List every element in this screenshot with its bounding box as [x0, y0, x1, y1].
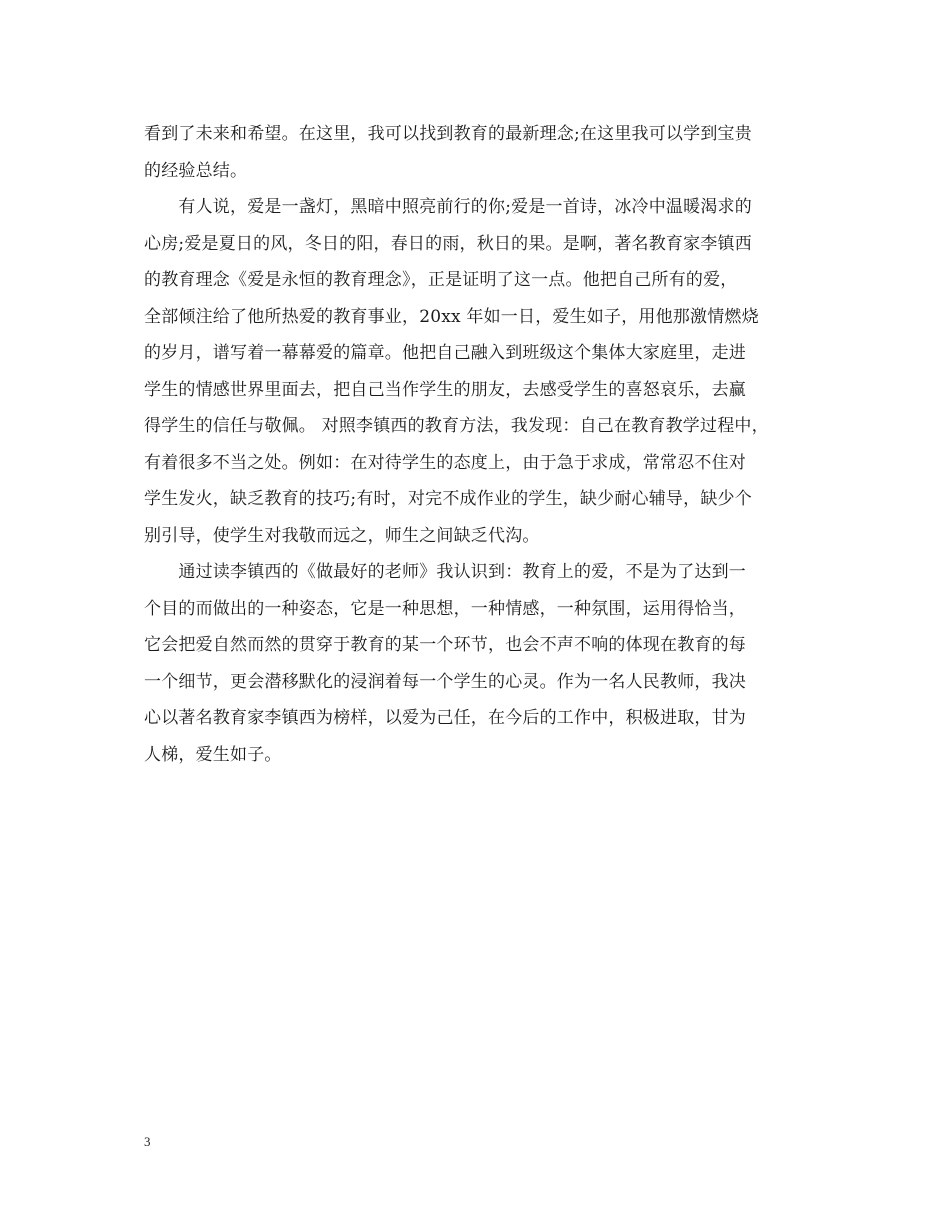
text-line: 有着很多不当之处。例如：在对待学生的态度上，由于急于求成，常常忍不住对	[144, 452, 746, 473]
text-line: 学生的情感世界里面去，把自己当作学生的朋友，去感受学生的喜怒哀乐，去赢	[144, 379, 746, 400]
text-line: 别引导，使学生对我敬而远之，师生之间缺乏代沟。	[144, 525, 540, 546]
text-line: 得学生的信任与敬佩。 对照李镇西的教育方法，我发现：自己在教育教学过程中，	[144, 416, 769, 436]
text-line: 一个细节，更会潜移默化的浸润着每一个学生的心灵。作为一名人民教师，我决	[144, 671, 746, 692]
text-line: 个目的而做出的一种姿态，它是一种思想，一种情感，一种氛围，运用得恰当，	[144, 598, 746, 619]
body-text	[144, 116, 824, 773]
text-line: 心以著名教育家李镇西为榜样，以爱为己任，在今后的工作中，积极进取，甘为	[144, 708, 746, 728]
text-line: 有人说，爱是一盏灯，黑暗中照亮前行的你;爱是一首诗，冰冷中温暖渴求的	[144, 197, 752, 217]
text-line: 通过读李镇西的《做最好的老师》我认识到：教育上的爱，不是为了达到一	[144, 562, 746, 582]
text-line: 学生发火，缺乏教育的技巧;有时，对完不成作业的学生，缺少耐心辅导，缺少个	[144, 489, 752, 509]
text-line: 的经验总结。	[144, 160, 248, 181]
text-line: 它会把爱自然而然的贯穿于教育的某一个环节，也会不声不响的体现在教育的每	[144, 635, 746, 655]
text-line: 心房;爱是夏日的风，冬日的阳，春日的雨，秋日的果。是啊，著名教育家李镇西	[144, 233, 752, 254]
text-line: 的岁月，谱写着一幕幕爱的篇章。他把自己融入到班级这个集体大家庭里，走进	[144, 343, 746, 363]
text-line: 人梯，爱生如子。	[144, 744, 282, 765]
page-number: 3	[144, 1134, 151, 1149]
text-line: 的教育理念《爱是永恒的教育理念》，正是证明了这一点。他把自己所有的爱，	[144, 270, 738, 290]
text-line: 全部倾注给了他所热爱的教育事业，20xx 年如一日，爱生如子，用他那激情燃烧	[144, 306, 759, 327]
text-line: 看到了未来和希望。在这里，我可以找到教育的最新理念;在这里我可以学到宝贵	[144, 124, 752, 144]
